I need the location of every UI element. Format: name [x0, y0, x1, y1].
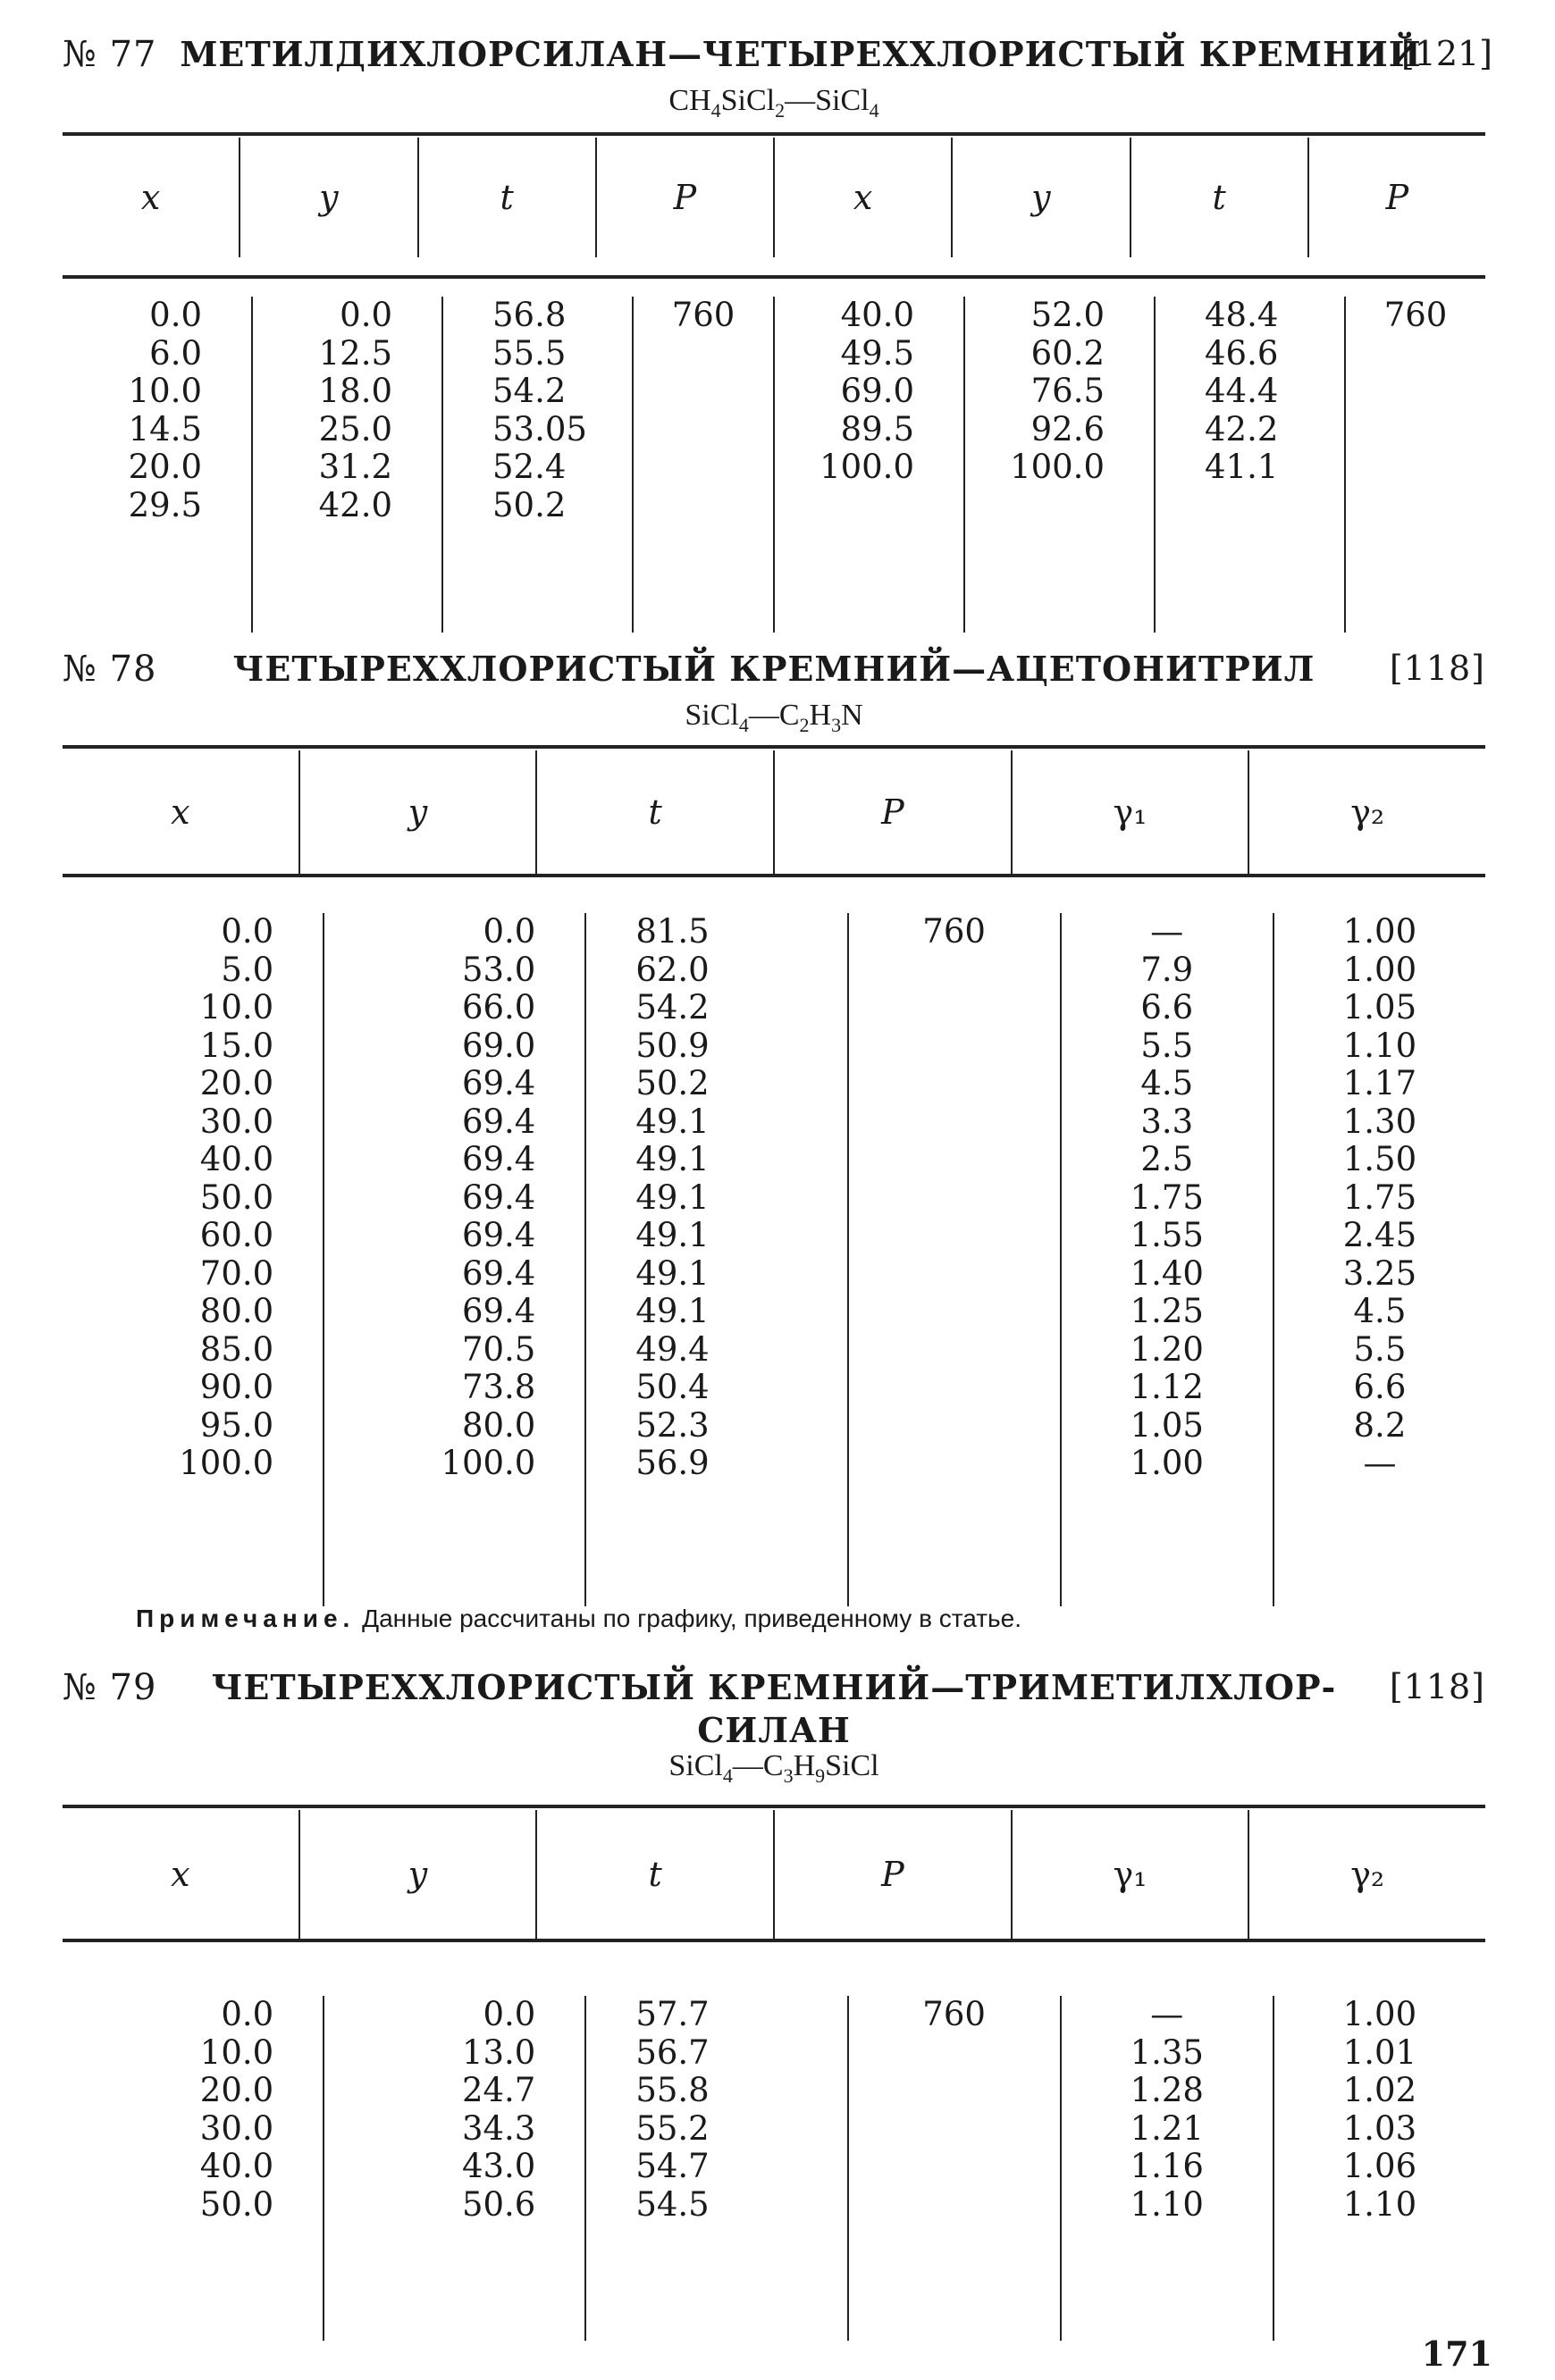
table-cell: 56.8: [492, 296, 567, 334]
table-cell: 1.10: [1130, 2184, 1204, 2224]
table-column: [1156, 297, 1346, 633]
header-cell: y: [300, 750, 538, 874]
table-cell: 54.2: [492, 372, 567, 410]
table-cell: 50.6: [461, 2184, 536, 2224]
table-cell: 29.5: [128, 485, 202, 524]
table-cell: 6.0: [149, 333, 202, 373]
section-number: № 77: [63, 34, 157, 75]
table-cell: 3.25: [1342, 1253, 1417, 1293]
chemical-formula: $SiCl_4—C_2H_3N$: [685, 699, 863, 736]
table-cell: 1.75: [1342, 1177, 1417, 1217]
table-cell: 1.01: [1342, 2032, 1417, 2072]
table-cell: 1.17: [1342, 1064, 1417, 1102]
table-cell: 85.0: [199, 1329, 274, 1369]
header-cell: γ₂: [1350, 1855, 1385, 1894]
table-cell: 18.0: [318, 372, 392, 410]
table-column: [443, 297, 634, 633]
header-cell: x: [775, 138, 953, 257]
reference-77: [121]: [1400, 34, 1492, 73]
table-cell: 54.7: [635, 2147, 710, 2185]
table-cell: 80.0: [461, 1405, 536, 1445]
section-name: ЧЕТЫРЕХХЛОРИСТЫЙ КРЕМНИЙ—ТРИМЕТИЛХЛОР-: [211, 1667, 1337, 1707]
table-cell: —: [1150, 912, 1184, 951]
table-cell: 40.0: [199, 1140, 274, 1178]
table-cell: 1.06: [1342, 2147, 1417, 2185]
table-column: [849, 913, 1062, 1606]
table-cell: 0.0: [221, 1995, 274, 2033]
table-cell: 100.0: [179, 1444, 274, 1482]
reference: [118]: [1389, 1667, 1485, 1706]
table-cell: 49.5: [840, 333, 914, 373]
table-body: [63, 1942, 1485, 2341]
table-section-78: [63, 649, 1485, 740]
table-cell: 100.0: [441, 1444, 536, 1482]
table-cell: 1.00: [1342, 912, 1417, 951]
table-header: [63, 750, 1485, 874]
table-column: [586, 913, 848, 1606]
table-cell: 8.2: [1353, 1405, 1407, 1445]
page-number: 171: [1421, 2334, 1492, 2374]
table-cell: 30.0: [199, 2108, 274, 2148]
table-cell: 57.7: [635, 1995, 710, 2033]
table-cell: 14.5: [128, 409, 202, 448]
table-cell: 76.5: [1030, 372, 1105, 410]
table-cell: 70.5: [461, 1329, 536, 1369]
data-table-79: [63, 1805, 1485, 2287]
table-cell: 60.0: [199, 1216, 274, 1254]
table-note: [136, 1605, 1021, 1633]
table-section-79: [63, 1667, 1485, 1790]
table-column: [1062, 913, 1274, 1606]
header-cell: P: [597, 138, 775, 257]
data-table-77: [63, 132, 1485, 615]
header-cell: t: [537, 1810, 775, 1939]
table-cell: 66.0: [461, 988, 536, 1027]
table-cell: 53.05: [492, 409, 587, 448]
table-cell: 54.5: [635, 2184, 710, 2224]
table-column: [1274, 913, 1485, 1606]
table-cell: 7.9: [1140, 950, 1194, 989]
table-cell: 0.0: [483, 912, 536, 951]
table-cell: 1.10: [1342, 2184, 1417, 2224]
table-cell: 48.4: [1205, 296, 1279, 334]
table-cell: 55.5: [492, 333, 567, 373]
note-text: Данные рассчитаны по графику, приведенному в статье.: [362, 1605, 1021, 1632]
table-cell: 53.0: [461, 950, 536, 989]
table-column: [849, 1996, 1062, 2341]
table-cell: 69.4: [461, 1177, 536, 1217]
table-cell: 52.4: [492, 448, 567, 486]
table-column: [965, 297, 1156, 633]
table-column: [63, 297, 253, 633]
section-title: [63, 649, 1485, 699]
table-cell: 4.5: [1140, 1064, 1194, 1102]
chemical-formula: $SiCl_4—C_3H_9SiCl$: [668, 1749, 879, 1787]
section-number: № 79: [63, 1667, 157, 1708]
table-cell: 52.0: [1030, 296, 1105, 334]
table-cell: 3.3: [1140, 1102, 1194, 1141]
section-name: ЧЕТЫРЕХХЛОРИСТЫЙ КРЕМНИЙ—АЦЕТОНИТРИЛ: [232, 649, 1315, 689]
table-cell: 1.00: [1342, 1995, 1417, 2033]
table-body: [63, 279, 1485, 633]
header-cell: P: [775, 1810, 1013, 1939]
table-cell: 2.5: [1140, 1140, 1194, 1178]
header-cell: y: [300, 1810, 538, 1939]
table-cell: 0.0: [149, 296, 202, 334]
table-cell: 40.0: [840, 296, 914, 334]
table-cell: 1.30: [1342, 1102, 1417, 1141]
table-cell: 1.35: [1130, 2032, 1204, 2072]
section-name-line2: СИЛАН: [697, 1710, 851, 1750]
table-cell: 49.1: [635, 1292, 710, 1330]
table-header: [63, 138, 1485, 257]
table-cell: 760: [671, 296, 735, 334]
table-cell: 100.0: [1010, 448, 1105, 486]
table-column: [63, 1996, 324, 2341]
table-cell: 1.50: [1342, 1140, 1417, 1178]
header-cell: γ₂: [1350, 792, 1385, 832]
table-cell: 89.5: [840, 409, 914, 448]
table-cell: 1.21: [1130, 2108, 1204, 2148]
table-cell: 760: [1383, 296, 1448, 334]
table-cell: 70.0: [199, 1253, 274, 1293]
table-cell: 1.25: [1130, 1292, 1204, 1330]
table-cell: 73.8: [461, 1368, 536, 1406]
header-cell: t: [1131, 138, 1309, 257]
table-cell: 50.2: [635, 1064, 710, 1102]
table-cell: 2.45: [1342, 1216, 1417, 1254]
table-cell: 1.00: [1342, 950, 1417, 989]
data-table-78: [63, 745, 1485, 1571]
table-cell: 5.5: [1140, 1026, 1194, 1065]
table-cell: 42.2: [1205, 409, 1279, 448]
table-column: [775, 297, 965, 633]
table-column: [324, 913, 586, 1606]
table-cell: 10.0: [128, 372, 202, 410]
table-cell: 1.10: [1342, 1026, 1417, 1065]
table-cell: 69.4: [461, 1253, 536, 1293]
header-cell: y: [953, 138, 1131, 257]
table-cell: 0.0: [483, 1995, 536, 2033]
header-cell: x: [63, 750, 300, 874]
table-cell: 49.1: [635, 1216, 710, 1254]
table-cell: 46.6: [1205, 333, 1279, 373]
table-cell: 6.6: [1353, 1368, 1407, 1406]
table-cell: 1.40: [1130, 1253, 1204, 1293]
table-cell: 60.2: [1030, 333, 1105, 373]
table-cell: 50.4: [635, 1368, 710, 1406]
table-cell: 1.05: [1130, 1405, 1204, 1445]
table-cell: 69.0: [840, 372, 914, 410]
header-cell: x: [63, 138, 240, 257]
table-column: [63, 913, 324, 1606]
table-cell: 50.9: [635, 1026, 710, 1065]
table-cell: 69.4: [461, 1216, 536, 1254]
table-cell: 49.1: [635, 1253, 710, 1293]
chemical-formula: $CH_4SiCl_2—SiCl_4$: [668, 84, 879, 122]
table-cell: 5.5: [1353, 1329, 1407, 1369]
table-cell: 69.4: [461, 1102, 536, 1141]
section-title: [63, 34, 1485, 84]
reference: [118]: [1389, 649, 1485, 688]
header-cell: y: [240, 138, 418, 257]
table-cell: 50.0: [199, 1177, 274, 1217]
table-cell: —: [1363, 1444, 1397, 1482]
table-cell: 42.0: [318, 485, 392, 524]
table-cell: 15.0: [199, 1026, 274, 1065]
table-cell: 1.02: [1342, 2071, 1417, 2109]
table-column: [1346, 297, 1485, 633]
table-cell: 50.2: [492, 485, 567, 524]
table-cell: 6.6: [1140, 988, 1194, 1027]
table-cell: 0.0: [221, 912, 274, 951]
table-cell: 0.0: [340, 296, 392, 334]
header-cell: γ₁: [1013, 1810, 1250, 1939]
table-cell: 760: [922, 912, 986, 951]
table-cell: 1.00: [1130, 1444, 1204, 1482]
table-cell: 69.0: [461, 1026, 536, 1065]
table-cell: —: [1150, 1995, 1184, 2033]
table-cell: 20.0: [199, 2071, 274, 2109]
table-cell: 52.3: [635, 1405, 710, 1445]
table-cell: 56.9: [635, 1444, 710, 1482]
table-cell: 1.16: [1130, 2147, 1204, 2185]
table-cell: 10.0: [199, 2032, 274, 2072]
table-cell: 69.4: [461, 1292, 536, 1330]
table-cell: 69.4: [461, 1140, 536, 1178]
table-cell: 1.05: [1342, 988, 1417, 1027]
table-column: [634, 297, 775, 633]
table-cell: 43.0: [461, 2147, 536, 2185]
table-header: [63, 1810, 1485, 1939]
header-cell: P: [775, 750, 1013, 874]
table-cell: 1.55: [1130, 1216, 1204, 1254]
table-cell: 50.0: [199, 2184, 274, 2224]
table-cell: 1.12: [1130, 1368, 1204, 1406]
table-column: [586, 1996, 848, 2341]
table-cell: 81.5: [635, 912, 710, 951]
table-cell: 49.1: [635, 1140, 710, 1178]
table-cell: 34.3: [461, 2108, 536, 2148]
table-cell: 55.8: [635, 2071, 710, 2109]
table-cell: 54.2: [635, 988, 710, 1027]
table-cell: 13.0: [461, 2032, 536, 2072]
table-cell: 20.0: [128, 448, 202, 486]
table-cell: 69.4: [461, 1064, 536, 1102]
table-cell: 20.0: [199, 1064, 274, 1102]
note-label: Примечание.: [136, 1605, 356, 1632]
header-cell: x: [63, 1810, 300, 1939]
section-name: МЕТИЛДИХЛОРСИЛАН—ЧЕТЫРЕХХЛОРИСТЫЙ КРЕМНИЙ: [180, 34, 1422, 74]
table-cell: 12.5: [318, 333, 392, 373]
table-cell: 1.03: [1342, 2108, 1417, 2148]
table-cell: 4.5: [1353, 1292, 1407, 1330]
table-cell: 49.4: [635, 1329, 710, 1369]
table-cell: 95.0: [199, 1405, 274, 1445]
table-cell: 760: [922, 1995, 986, 2033]
header-cell: P: [1385, 178, 1409, 217]
table-cell: 5.0: [221, 950, 274, 989]
table-cell: 56.7: [635, 2032, 710, 2072]
table-cell: 90.0: [199, 1368, 274, 1406]
table-cell: 10.0: [199, 988, 274, 1027]
section-title: [63, 1667, 1485, 1710]
header-cell: t: [537, 750, 775, 874]
header-cell: γ₁: [1013, 750, 1250, 874]
table-cell: 80.0: [199, 1292, 274, 1330]
table-cell: 100.0: [820, 448, 914, 486]
table-cell: 62.0: [635, 950, 710, 989]
table-column: [1274, 1996, 1485, 2341]
table-cell: 24.7: [461, 2071, 536, 2109]
table-column: [253, 297, 443, 633]
table-cell: 1.20: [1130, 1329, 1204, 1369]
section-number: № 78: [63, 649, 157, 690]
table-column: [1062, 1996, 1274, 2341]
table-cell: 55.2: [635, 2108, 710, 2148]
table-section-77: [63, 34, 1485, 125]
header-cell: t: [419, 138, 597, 257]
table-cell: 49.1: [635, 1177, 710, 1217]
table-cell: 49.1: [635, 1102, 710, 1141]
table-cell: 44.4: [1205, 372, 1279, 410]
table-cell: 30.0: [199, 1102, 274, 1141]
table-cell: 41.1: [1205, 448, 1279, 486]
table-cell: 1.75: [1130, 1177, 1204, 1217]
table-cell: 31.2: [318, 448, 392, 486]
table-body: [63, 877, 1485, 1606]
table-cell: 1.28: [1130, 2071, 1204, 2109]
table-cell: 25.0: [318, 409, 392, 448]
table-cell: 40.0: [199, 2147, 274, 2185]
table-column: [324, 1996, 586, 2341]
table-cell: 92.6: [1030, 409, 1105, 448]
